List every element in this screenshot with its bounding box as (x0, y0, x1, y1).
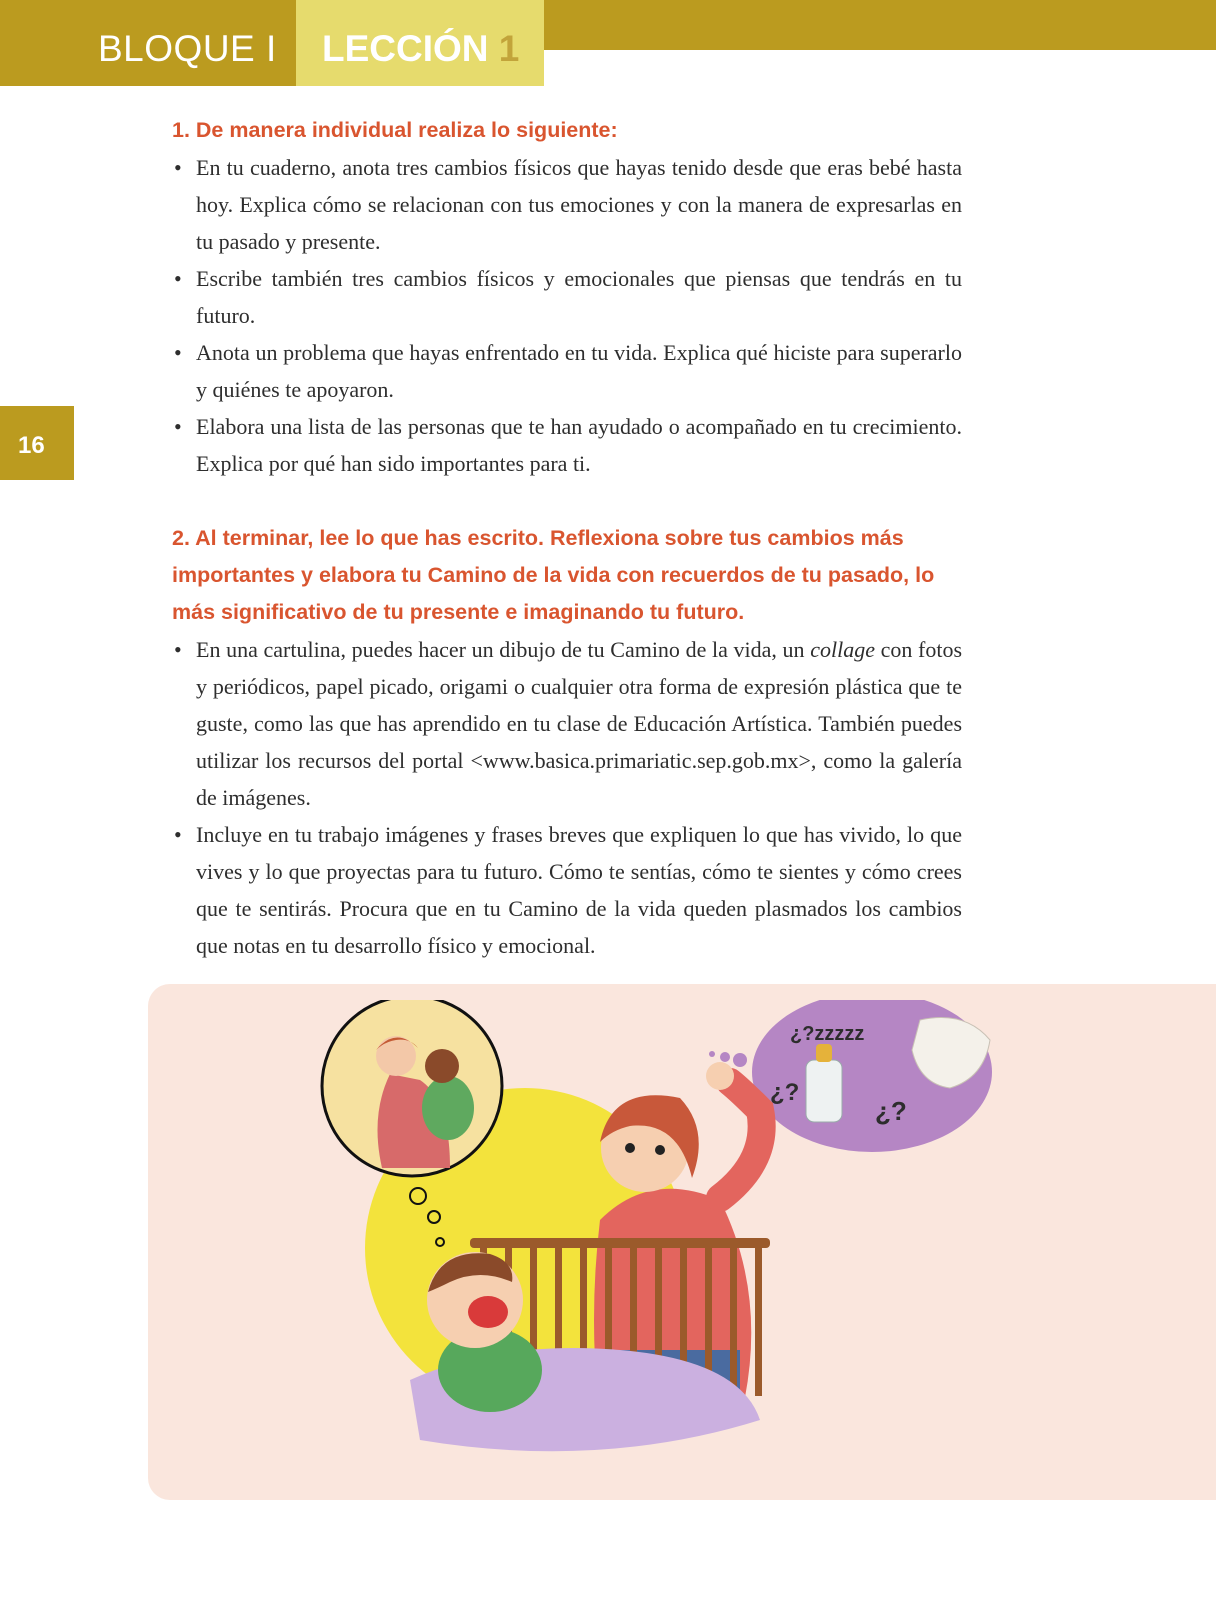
leccion-label (322, 28, 519, 70)
section2-heading: 2. Al terminar, lee lo que has escrito. Reflexiona sobre tus cambios más importantes y elabora tu Camino de la vida con recuerdos de tu pasado, lo más significativo de tu presente e imaginando tu futuro. (172, 526, 935, 624)
bullet-text: con fotos y periódicos, papel picado, origami o cualquier otra forma de expresión plástica que te guste, como las que has aprendido en tu clase de Educación Artística. También puedes utilizar los recursos del portal <www.basica.primariatic.sep.gob.mx>, como la galería de imágenes. (196, 637, 963, 810)
section1-bullet: • Escribe también tres cambios físicos y emocionales que piensas que tendrás en tu futuro. (172, 260, 962, 334)
leccion-word: LECCIÓN (322, 28, 489, 69)
section2-bullet: • Incluye en tu trabajo imágenes y frases breves que expliquen lo que has vivido, lo que vives y lo que proyectas para tu futuro. Cómo te sentías, cómo te sientes y cómo crees que te sentirás. Procura que en tu Camino de la vida queden plasmados los cambios que notas en tu desarrollo físico y emocional. (172, 816, 962, 964)
bottle-icon (806, 1060, 842, 1122)
section1-bullet: • En tu cuaderno, anota tres cambios físicos que hayas tenido desde que eras bebé hasta hoy. Explica cómo se relacionan con tus emociones y con la manera de expresarlas en tu pasado y presente. (172, 149, 962, 260)
question-mark: ¿? (770, 1079, 800, 1106)
section1-bullet: • Anota un problema que hayas enfrentado en tu vida. Explica qué hiciste para superarlo y quiénes te apoyaron. (172, 334, 962, 408)
section2-list (172, 631, 962, 964)
mother-eye (655, 1145, 665, 1155)
mother-eye (625, 1143, 635, 1153)
collage-word: collage (810, 637, 875, 662)
section1-bullet: • Elabora una lista de las personas que te han ayudado o acompañado en tu crecimiento. Explica por qué han sido importantes para ti. (172, 408, 962, 482)
zzz-text: ¿?zzzzz (790, 1023, 865, 1045)
lesson-content (172, 112, 962, 964)
memory-child-head (425, 1049, 459, 1083)
mother-hand (706, 1062, 734, 1090)
memory-mother-head (376, 1036, 416, 1076)
memory-child-body (422, 1076, 474, 1140)
bloque-label: BLOQUE I (98, 28, 277, 69)
page-number: 16 (18, 432, 45, 459)
thought-dot (733, 1053, 747, 1067)
thought-dot (709, 1051, 715, 1057)
section1-heading: 1. De manera individual realiza lo siguiente: (172, 118, 618, 142)
mother-raised-arm (720, 1082, 762, 1198)
thought-dot (720, 1052, 730, 1062)
section2-bullet (172, 631, 962, 816)
bullet-text: En una cartulina, puedes hacer un dibujo de tu Camino de la vida, un (196, 637, 805, 662)
baby-crying-mouth (468, 1296, 508, 1328)
section1-list (172, 149, 962, 482)
leccion-number: 1 (498, 28, 520, 69)
crying-baby-illustration (300, 1000, 1020, 1490)
question-mark: ¿? (875, 1096, 907, 1126)
crib-top-rail (470, 1238, 770, 1248)
bottle-nipple (816, 1044, 832, 1062)
